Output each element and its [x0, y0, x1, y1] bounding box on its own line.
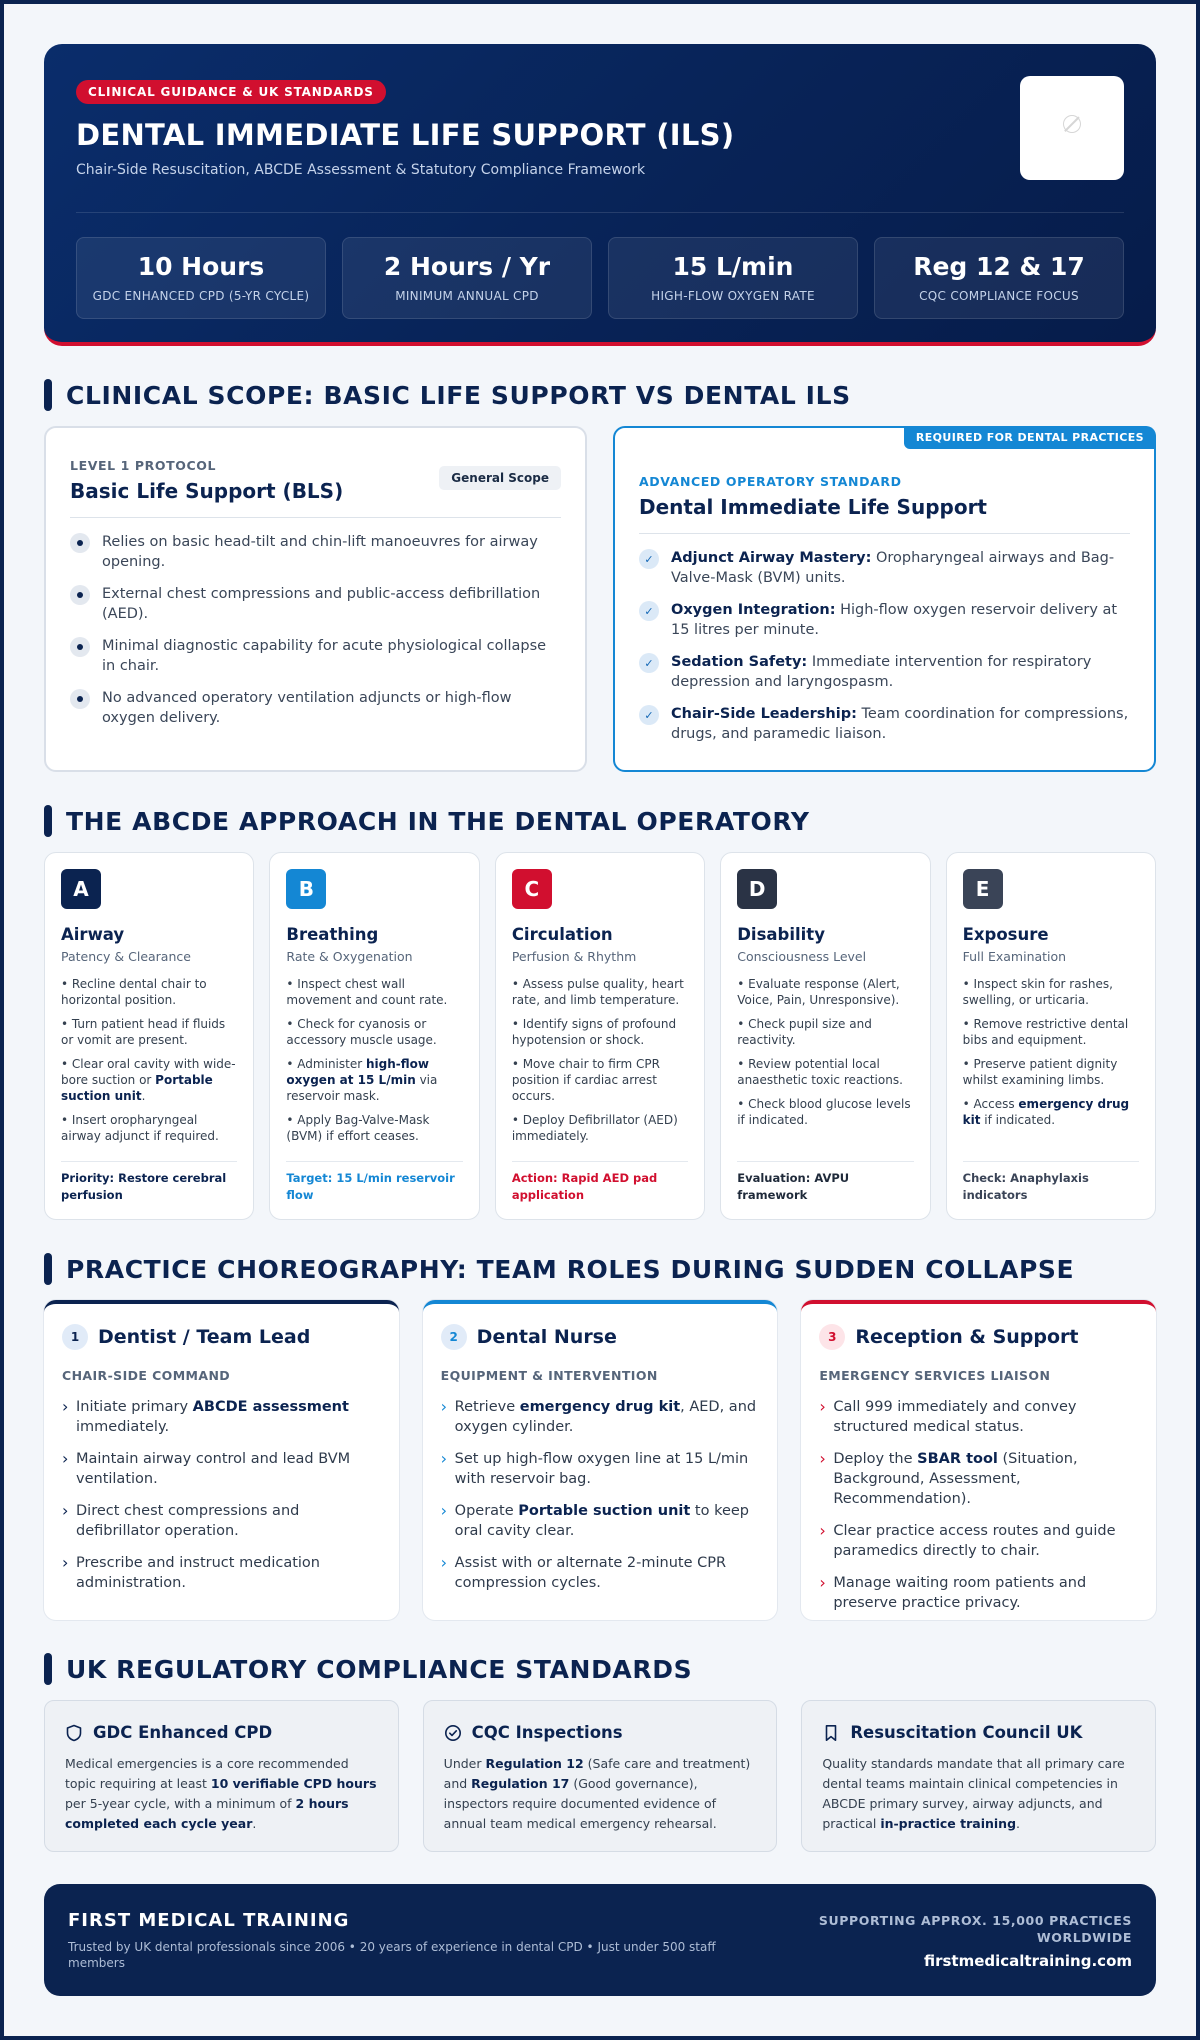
list-item: [819, 1573, 1136, 1613]
divider: [70, 517, 561, 518]
check-icon: ✓: [639, 601, 659, 621]
list-item: • Preserve patient dignity whilst examining limbs.: [962, 1057, 1118, 1087]
section-title: UK REGULATORY COMPLIANCE STANDARDS: [66, 1654, 693, 1684]
list-item-text: Deploy the SBAR tool (Situation, Background, Assessment, Recommendation).: [833, 1451, 1078, 1507]
chevron-right-icon: ›: [819, 1573, 826, 1592]
chevron-right-icon: ›: [819, 1449, 826, 1468]
abcde-title: Exposure: [962, 925, 1049, 944]
bullet-dot-icon: [70, 689, 90, 709]
list-item: • Check for cyanosis or accessory muscle usage.: [286, 1017, 437, 1047]
list-item: • Clear oral cavity with wide-bore suction or Portable suction unit.: [61, 1057, 236, 1103]
list-item: [819, 1521, 1136, 1561]
list-item: [62, 1449, 379, 1489]
section-title: THE ABCDE APPROACH IN THE DENTAL OPERATORY: [66, 806, 810, 836]
role-number-badge: 2: [441, 1324, 467, 1350]
abcde-subtitle: Patency & Clearance: [61, 949, 191, 964]
list-item-text: Initiate primary ABCDE assessment immediately.: [76, 1399, 349, 1435]
section-accent-bar: [44, 1653, 52, 1685]
abcde-footer: Priority: Restore cerebral perfusion: [61, 1161, 237, 1204]
stat-value: Reg 12 & 17: [913, 252, 1085, 281]
list-item: • Remove restrictive dental bibs and equipment.: [962, 1017, 1129, 1047]
chevron-right-icon: ›: [440, 1553, 448, 1572]
check-circle-icon: [444, 1724, 462, 1742]
list-item: • Deploy Defibrillator (AED) immediately.: [511, 1113, 678, 1143]
chevron-right-icon: ›: [440, 1397, 448, 1416]
list-item: • Turn patient head if fluids or vomit are present.: [61, 1017, 226, 1047]
stat-label: MINIMUM ANNUAL CPD: [395, 289, 539, 303]
check-icon: ✓: [639, 705, 659, 725]
regulation-title: GDC Enhanced CPD: [93, 1723, 273, 1742]
list-item: Relies on basic head-tilt and chin-lift manoeuvres for airway opening.: [70, 532, 561, 572]
footer: [44, 1884, 1156, 1996]
list-item: ✓ Sedation Safety: Immediate intervention for respiratory depression and laryngospasm.: [639, 652, 1130, 692]
stat-card: [76, 237, 326, 319]
stat-label: CQC COMPLIANCE FOCUS: [919, 289, 1079, 303]
abcde-card-e: [946, 852, 1156, 1220]
scope-name: Dental Immediate Life Support: [639, 495, 987, 519]
list-item-text: Call 999 immediately and convey structured medical status.: [833, 1399, 1077, 1435]
list-item: • Administer high-flow oxygen at 15 L/min via reservoir mask.: [286, 1057, 438, 1103]
regulation-header: [444, 1723, 757, 1742]
footer-description: Trusted by UK dental professionals since 2006 • 20 years of experience in dental CPD • Just under 500 staff members: [68, 1940, 716, 1970]
letter-badge: A: [61, 869, 101, 909]
stat-value: 15 L/min: [672, 252, 794, 281]
divider: [639, 533, 1130, 534]
list-item-text: Maintain airway control and lead BVM ventilation.: [76, 1451, 351, 1487]
regulation-text: Medical emergencies is a core recommended topic requiring at least 10 verifiable CPD hours per 5-year cycle, with a minimum of 2 hours completed each cycle year.: [65, 1756, 377, 1831]
footer-brand: FIRST MEDICAL TRAINING: [68, 1910, 350, 1931]
list-item: ✓ Adjunct Airway Mastery: Oropharyngeal airways and Bag-Valve-Mask (BVM) units.: [639, 548, 1130, 588]
section-accent-bar: [44, 379, 52, 411]
list-item: • Evaluate response (Alert, Voice, Pain, Unresponsive).: [737, 977, 900, 1007]
stat-value: 10 Hours: [137, 252, 265, 281]
list-item: • Identify signs of profound hypotension or shock.: [511, 1017, 677, 1047]
page-title: DENTAL IMMEDIATE LIFE SUPPORT (ILS): [76, 118, 735, 152]
list-item: Minimal diagnostic capability for acute physiological collapse in chair.: [70, 636, 561, 676]
regulation-header: [822, 1723, 1135, 1742]
chevron-right-icon: ›: [62, 1449, 69, 1468]
bookmark-icon: [822, 1724, 840, 1742]
check-icon: ✓: [639, 549, 659, 569]
hero-banner: [44, 44, 1156, 346]
section-heading-abcde: [44, 804, 1156, 838]
abcde-footer: Target: 15 L/min reservoir flow: [286, 1161, 462, 1204]
list-item-text: Set up high-flow oxygen line at 15 L/min with reservoir bag.: [454, 1451, 749, 1487]
list-item-text: Retrieve emergency drug kit, AED, and oxygen cylinder.: [454, 1399, 757, 1435]
abcde-footer: Check: Anaphylaxis indicators: [963, 1161, 1139, 1204]
stat-card: [342, 237, 592, 319]
list-item: • Insert oropharyngeal airway adjunct if required.: [61, 1113, 219, 1143]
abcde-title: Airway: [61, 925, 125, 944]
chevron-right-icon: ›: [62, 1553, 69, 1572]
list-item: • Assess pulse quality, heart rate, and limb temperature.: [511, 977, 684, 1007]
role-header: [62, 1324, 379, 1350]
section-accent-bar: [44, 1253, 52, 1285]
letter-badge: B: [286, 869, 326, 909]
section-accent-bar: [44, 805, 52, 837]
stat-card: [608, 237, 858, 319]
section-title: CLINICAL SCOPE: BASIC LIFE SUPPORT VS DENTAL ILS: [66, 380, 851, 410]
bullet-dot-icon: [70, 533, 90, 553]
role-header: [819, 1324, 1136, 1350]
section-heading-roles: [44, 1252, 1156, 1286]
list-item: • Review potential local anaesthetic toxic reactions.: [737, 1057, 903, 1087]
role-title: Dental Nurse: [476, 1326, 617, 1348]
list-item-text: Manage waiting room patients and preserve practice privacy.: [833, 1575, 1087, 1611]
check-icon: ✓: [639, 653, 659, 673]
abcde-list: [737, 976, 913, 1128]
abcde-list: [963, 976, 1139, 1128]
regulation-header: [65, 1723, 378, 1742]
scope-pill: General Scope: [439, 466, 561, 490]
list-item: • Access emergency drug kit if indicated.: [962, 1097, 1130, 1127]
image-placeholder-icon: [1020, 76, 1124, 180]
list-item: • Recline dental chair to horizontal position.: [61, 977, 207, 1007]
role-cards: [44, 1300, 1156, 1620]
list-item: • Move chair to firm CPR position if cardiac arrest occurs.: [511, 1057, 660, 1103]
list-item: • Apply Bag-Valve-Mask (BVM) if effort ceases.: [286, 1113, 430, 1143]
abcde-footer: Evaluation: AVPU framework: [737, 1161, 913, 1204]
chevron-right-icon: ›: [62, 1397, 69, 1416]
chevron-right-icon: ›: [440, 1501, 448, 1520]
stats-row: [76, 237, 1124, 319]
bullet-dot-icon: [70, 637, 90, 657]
chevron-right-icon: ›: [62, 1501, 69, 1520]
scope-kicker: ADVANCED OPERATORY STANDARD: [639, 474, 902, 489]
abcde-list: [61, 976, 237, 1144]
regulation-text: Under Regulation 12 (Safe care and treatment) and Regulation 17 (Good governance), inspectors require documented evidence of annual team medical emergency rehearsal.: [443, 1756, 751, 1831]
abcde-title: Breathing: [286, 925, 379, 944]
role-number-badge: 1: [62, 1324, 88, 1350]
chevron-right-icon: ›: [440, 1449, 448, 1468]
list-item: [819, 1449, 1136, 1509]
regulation-text: Quality standards mandate that all primary care dental teams maintain clinical competencies in ABCDE primary survey, airway adjuncts, and practical in-practice training.: [822, 1756, 1125, 1831]
footer-url-link[interactable]: firstmedicaltraining.com: [923, 1952, 1132, 1970]
role-kicker: EQUIPMENT & INTERVENTION: [440, 1368, 658, 1383]
list-item: • Inspect chest wall movement and count rate.: [286, 977, 448, 1007]
list-item-text: Operate Portable suction unit to keep oral cavity clear.: [454, 1503, 750, 1539]
abcde-card-b: [269, 852, 479, 1220]
list-item: ✓ Oxygen Integration: High-flow oxygen reservoir delivery at 15 litres per minute.: [639, 600, 1130, 640]
abcde-card-a: [44, 852, 254, 1220]
regulation-card: [801, 1700, 1156, 1852]
list-item: [441, 1553, 758, 1593]
list-item: • Inspect skin for rashes, swelling, or urticaria.: [962, 977, 1113, 1007]
list-item-text: Prescribe and instruct medication administration.: [76, 1555, 320, 1591]
letter-badge: E: [963, 869, 1003, 909]
list-item-text: Direct chest compressions and defibrillator operation.: [76, 1503, 300, 1539]
section-title: PRACTICE CHOREOGRAPHY: TEAM ROLES DURING SUDDEN COLLAPSE: [66, 1254, 1075, 1284]
role-card: [801, 1300, 1156, 1620]
list-item: [62, 1501, 379, 1541]
bullet-dot-icon: [70, 585, 90, 605]
letter-badge: D: [737, 869, 777, 909]
list-item: External chest compressions and public-access defibrillation (AED).: [70, 584, 561, 624]
list-item: [441, 1449, 758, 1489]
chevron-right-icon: ›: [819, 1521, 826, 1540]
scope-comparison: [44, 426, 1156, 772]
role-card: [44, 1300, 399, 1620]
abcde-subtitle: Full Examination: [962, 949, 1067, 964]
role-kicker: CHAIR-SIDE COMMAND: [62, 1368, 231, 1383]
footer-support: SUPPORTING APPROX. 15,000 PRACTICES WORLDWIDE: [818, 1913, 1132, 1945]
required-ribbon: REQUIRED FOR DENTAL PRACTICES: [904, 426, 1156, 449]
list-item-text: Clear practice access routes and guide paramedics directly to chair.: [833, 1523, 1116, 1559]
regulation-title: CQC Inspections: [471, 1723, 623, 1742]
list-item-text: Assist with or alternate 2-minute CPR compression cycles.: [454, 1555, 727, 1591]
scope-kicker: LEVEL 1 PROTOCOL: [70, 458, 217, 473]
list-item: ✓ Chair-Side Leadership: Team coordination for compressions, drugs, and paramedic liaison.: [639, 704, 1130, 744]
role-card: [423, 1300, 778, 1620]
abcde-card-d: [720, 852, 930, 1220]
abcde-list: [286, 976, 462, 1144]
role-kicker: EMERGENCY SERVICES LIAISON: [819, 1368, 1051, 1383]
abcde-subtitle: Perfusion & Rhythm: [511, 949, 637, 964]
page: [4, 4, 1196, 2036]
abcde-title: Disability: [737, 925, 825, 944]
stat-label: GDC ENHANCED CPD (5-YR CYCLE): [92, 289, 310, 303]
stat-label: HIGH-FLOW OXYGEN RATE: [651, 289, 815, 303]
role-title: Reception & Support: [855, 1326, 1079, 1348]
letter-badge: C: [512, 869, 552, 909]
list-item: [62, 1553, 379, 1593]
abcde-title: Circulation: [511, 925, 613, 944]
stat-value: 2 Hours / Yr: [383, 252, 551, 281]
list-item: • Check blood glucose levels if indicated.: [737, 1097, 911, 1127]
section-heading-regs: [44, 1652, 1156, 1686]
abcde-card-c: [495, 852, 705, 1220]
regulation-card: [44, 1700, 399, 1852]
list-item: • Check pupil size and reactivity.: [737, 1017, 872, 1047]
role-header: [441, 1324, 758, 1350]
role-title: Dentist / Team Lead: [98, 1326, 311, 1348]
regulation-title: Resuscitation Council UK: [850, 1723, 1083, 1742]
list-item: [441, 1501, 758, 1541]
hero-divider: [76, 212, 1124, 213]
list-item: No advanced operatory ventilation adjuncts or high-flow oxygen delivery.: [70, 688, 561, 728]
bls-card: [44, 426, 587, 772]
regulation-card: [423, 1700, 778, 1852]
list-item: [62, 1397, 379, 1437]
section-heading-scope: [44, 378, 1156, 412]
stat-card: [874, 237, 1124, 319]
abcde-subtitle: Consciousness Level: [737, 949, 867, 964]
role-number-badge: 3: [819, 1324, 845, 1350]
ils-card: [613, 426, 1156, 772]
hero-badge: CLINICAL GUIDANCE & UK STANDARDS: [76, 80, 386, 104]
abcde-cards: [44, 852, 1156, 1220]
shield-icon: [65, 1724, 83, 1742]
scope-name: Basic Life Support (BLS): [70, 479, 344, 503]
abcde-subtitle: Rate & Oxygenation: [286, 949, 413, 964]
abcde-list: [512, 976, 688, 1144]
footer-right: [812, 1912, 1132, 1970]
abcde-footer: Action: Rapid AED pad application: [512, 1161, 688, 1204]
list-item: [441, 1397, 758, 1437]
regulation-cards: [44, 1700, 1156, 1852]
list-item: [819, 1397, 1136, 1437]
page-subtitle: Chair-Side Resuscitation, ABCDE Assessment & Statutory Compliance Framework: [76, 162, 646, 178]
chevron-right-icon: ›: [819, 1397, 826, 1416]
